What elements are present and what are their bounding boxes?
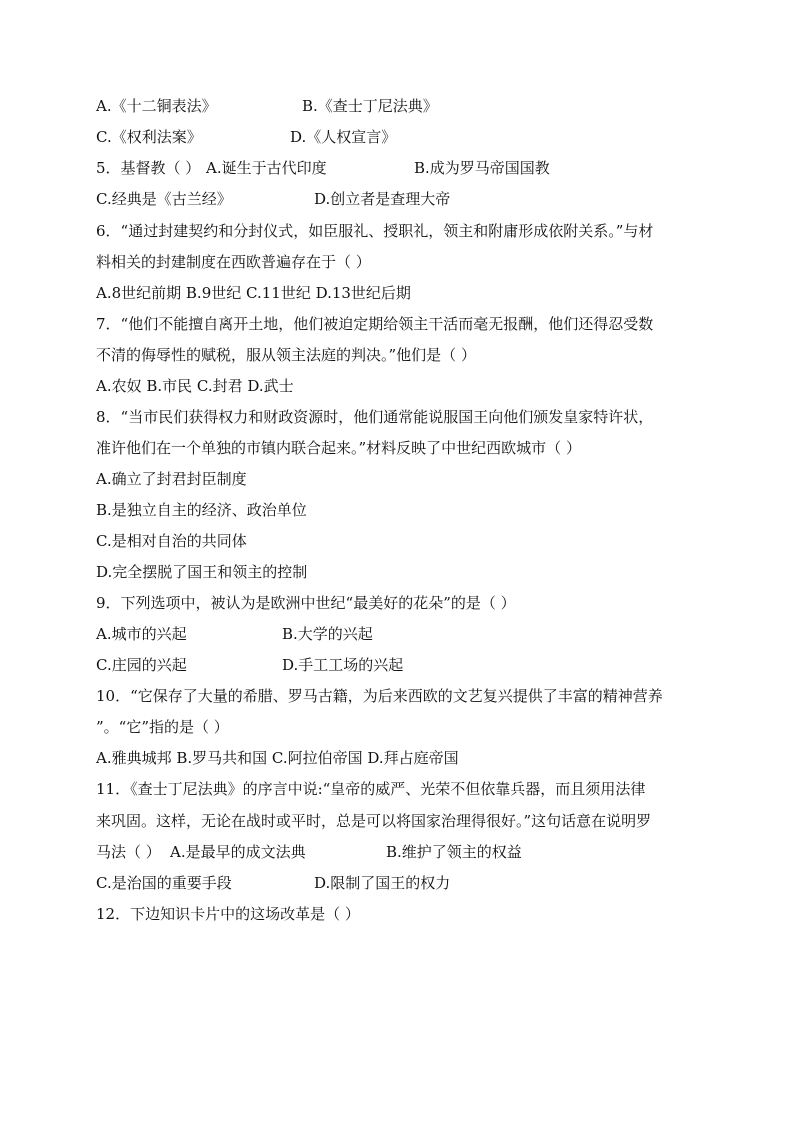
q8-option-b: B.是独立自主的经济、政治单位 [96,501,307,519]
q11-option-a: A.是最早的成文法典 [170,843,306,861]
q5-stem: 5．基督教（ ） [96,159,201,177]
q4-option-b: B.《查士丁尼法典》 [302,97,438,115]
q4-option-d: D.《人权宣言》 [290,128,397,146]
q11-option-d: D.限制了国王的权力 [314,874,451,892]
q8-option-a: A.确立了封君封臣制度 [96,470,247,488]
q8-option-c: C.是相对自治的共同体 [96,532,247,550]
q5-option-d: D.创立者是查理大帝 [314,190,451,208]
q8-line-1: 8．“当市民们获得权力和财政资源时，他们通常能说服国王向他们颁发皇家特许状， [96,408,654,426]
q5-option-c: C.经典是《古兰经》 [96,190,232,208]
q5-option-a: A.诞生于古代印度 [206,159,327,177]
q6-line-2: 料相关的封建制度在西欧普遍存在于（ ） [96,253,371,271]
q9-stem: 9．下列选项中，被认为是欧洲中世纪“最美好的花朵”的是（ ） [96,594,516,612]
q10-options: A.雅典城邦 B.罗马共和国 C.阿拉伯帝国 D.拜占庭帝国 [96,749,459,767]
q9-option-c: C.庄园的兴起 [96,656,187,674]
q9-option-b: B.大学的兴起 [282,625,373,643]
q11-stem-end: 马法（ ） [96,843,161,861]
q11-option-b: B.维护了领主的权益 [386,843,522,861]
q11-option-c: C.是治国的重要手段 [96,874,232,892]
q9-option-a: A.城市的兴起 [96,625,187,643]
q10-line-2: ”。“它”指的是（ ） [96,718,229,736]
q6-line-1: 6．“通过封建契约和分封仪式，如臣服礼、授职礼，领主和附庸形成依附关系。”与材 [96,222,654,240]
q8-line-2: 准许他们在一个单独的市镇内联合起来。”材料反映了中世纪西欧城市（ ） [96,439,581,457]
q7-line-2: 不清的侮辱性的赋税，服从领主法庭的判决。”他们是（ ） [96,346,476,364]
q4-option-a: A.《十二铜表法》 [96,97,217,115]
q8-option-d: D.完全摆脱了国王和领主的控制 [96,563,308,581]
q7-options: A.农奴 B.市民 C.封君 D.武士 [96,377,294,395]
q12-stem: 12．下边知识卡片中的这场改革是（ ） [96,905,360,923]
q11-line-1: 11．《查士丁尼法典》的序言中说:“皇帝的威严、光荣不但依靠兵器，而且须用法律 [96,780,646,798]
q6-options: A.8世纪前期 B.9世纪 C.11世纪 D.13世纪后期 [96,284,411,302]
q4-option-c: C.《权利法案》 [96,128,202,146]
q7-line-1: 7．“他们不能擅自离开土地，他们被迫定期给领主干活而毫无报酬，他们还得忍受数 [96,315,654,333]
q5-option-b: B.成为罗马帝国国教 [414,159,550,177]
q10-line-1: 10．“它保存了大量的希腊、罗马古籍，为后来西欧的文艺复兴提供了丰富的精神营养 [96,687,663,705]
q9-option-d: D.手工工场的兴起 [282,656,404,674]
q11-line-2: 来巩固。这样，无论在战时或平时，总是可以将国家治理得很好。”这句话意在说明罗 [96,812,652,830]
